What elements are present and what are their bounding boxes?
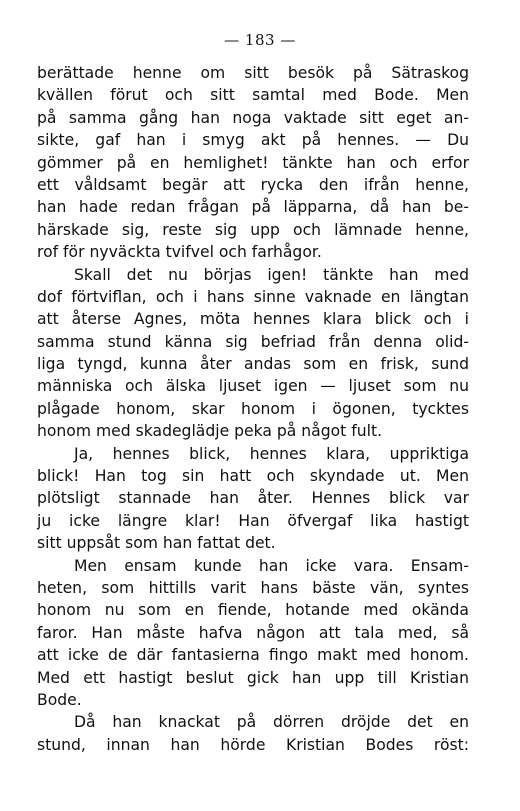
text-line: kvällen förut och sitt samtal med Bode. Men — [37, 86, 469, 105]
text-line: Då han knackat på dörren dröjde det en — [74, 713, 469, 732]
text-line: rof för nyväckta tvifvel och farhågor. — [37, 243, 322, 262]
text-line: blick! Han tog sin hatt och skyndade ut. Men — [37, 467, 469, 486]
text-line: plötsligt stannade han åter. Hennes blick var — [37, 489, 469, 508]
paragraph-1 — [37, 62, 469, 264]
text-line: på samma gång han noga vaktade sitt eget an- — [37, 108, 469, 127]
text-line: Ja, hennes blick, hennes klara, uppriktiga — [74, 444, 469, 463]
text-line: dof förtviflan, och i hans sinne vaknade en längtan — [37, 287, 469, 306]
text-line: att icke de där fantasierna fingo makt med honom. — [37, 646, 469, 665]
text-line: Men ensam kunde han icke vara. Ensam- — [74, 556, 469, 575]
text-line: liga tyngd, kunna åter andas som en frisk, sund — [37, 355, 469, 374]
paragraph-3 — [37, 443, 469, 555]
text-line: ju icke längre klar! Han öfvergaf lika hastigt — [37, 511, 469, 530]
text-line: Med ett hastigt beslut gick han upp till Kristian — [37, 668, 469, 687]
text-line: att återse Agnes, möta hennes klara blick och i — [37, 310, 469, 329]
paragraph-5 — [37, 711, 469, 756]
text-line: heten, som hittills varit hans bäste vän, syntes — [37, 578, 469, 597]
text-line: plågade honom, skar honom i ögonen, tycktes — [37, 399, 469, 418]
text-line: samma stund känna sig befriad från denna olid- — [37, 332, 469, 351]
text-line: ett våldsamt begär att rycka den ifrån henne, — [37, 175, 469, 194]
paragraph-2 — [37, 264, 469, 443]
paragraph-4 — [37, 555, 469, 712]
text-line: Skall det nu börjas igen! tänkte han med — [74, 265, 469, 284]
body-text — [37, 62, 469, 756]
text-line: gömmer på en hemlighet! tänkte han och erfor — [37, 153, 469, 172]
text-line: människa och älska ljuset igen — ljuset som nu — [37, 377, 469, 396]
text-line: honom med skadeglädje peka på något fult. — [37, 422, 383, 441]
text-line: Bode. — [37, 690, 82, 709]
text-line: han hade redan frågan på läpparna, då han be- — [37, 198, 469, 217]
text-line: honom nu som en fiende, hotande med okända — [37, 601, 469, 620]
text-line: faror. Han måste hafva någon att tala med, så — [37, 623, 469, 642]
text-line: stund, innan han hörde Kristian Bodes röst: — [37, 735, 469, 754]
text-line: härskade sig, reste sig upp och lämnade henne, — [37, 220, 469, 239]
text-line: sitt uppsåt som han fattat det. — [37, 534, 276, 553]
text-line: berättade henne om sitt besök på Sätraskog — [37, 64, 469, 82]
page-number: — 183 — — [224, 31, 296, 49]
text-line: sikte, gaf han i smyg akt på hennes. — Du — [37, 131, 469, 150]
